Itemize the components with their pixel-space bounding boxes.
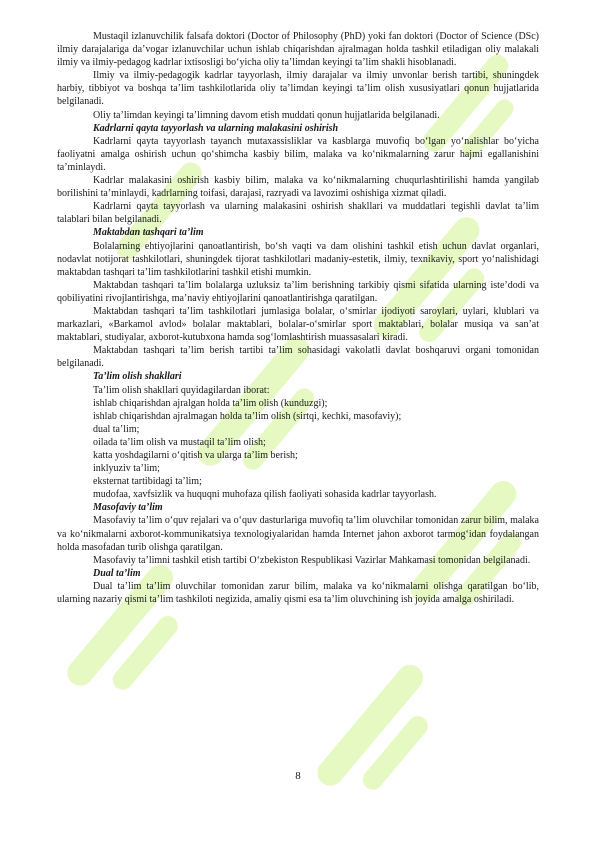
paragraph: Masofaviy ta’limni tashkil etish tartibi O‘zbekiston Respublikasi Vazirlar Mahkamasi tomonidan belgilanadi.	[93, 554, 531, 566]
document-body	[57, 30, 539, 606]
paragraph: Dual ta’lim ta’lim oluvchilar tomonidan zarur bilim, malaka va ko‘nikmalarni olishga qaratilgan bo‘lib, ularning nazariy qismi ta’lim tashkiloti negizida, amaliy qismi esa ta’lim oluvchining ish joyida amalga oshiriladi.	[57, 580, 539, 606]
list-item: mudofaa, xavfsizlik va huquqni muhofaza qilish faoliyati sohasida kadrlar tayyorlash.	[93, 489, 437, 501]
paragraph: Kadrlarni qayta tayyorlash va ularning malakasini oshirish shakllari va muddatlari tegishli davlat ta’lim talablari bilan belgilanadi.	[57, 201, 539, 226]
paragraph: Maktabdan tashqari ta’lim berish tartibi ta’lim sohasidagi vakolatli davlat boshqaruvi organi tomonidan belgilanadi.	[57, 345, 539, 370]
list-item: ishlab chiqarishdan ajralmagan holda ta’lim olish (sirtqi, kechki, masofaviy);	[93, 410, 402, 422]
section-heading: Kadrlarni qayta tayyorlash va ularning malakasini oshirish	[93, 122, 339, 134]
list-item: ishlab chiqarishdan ajralgan holda ta’lim olish (kunduzgi);	[93, 397, 328, 409]
paragraph: Bolalarning ehtiyojlarini qanoatlantirish, bo‘sh vaqti va dam olishini tashkil etish uchun davlat organlari, nodavlat notijorat tashkilotlari, shuningdek tijorat tashkilotlari madaniy-estetik, ilmiy, texnikaviy, sport yo‘nalishidagi maktabdan tashqari ta’lim tashkilotlarini tashkil etishi mumkin.	[57, 240, 539, 278]
paragraph: Maktabdan tashqari ta’lim bolalarga uzluksiz ta’lim berishning tarkibiy qismi sifatida ularning iste’dodi va qobiliyatini rivojlantirishga, ma’naviy ehtiyojlarini qanoatlantirishga qaratilgan.	[57, 279, 539, 304]
list-item: katta yoshdagilarni o‘qitish va ularga ta’lim berish;	[93, 450, 298, 461]
section-heading: Maktabdan tashqari ta’lim	[93, 227, 204, 239]
page-number: 8	[295, 770, 301, 782]
list-item: dual ta’lim;	[93, 423, 140, 435]
section-heading: Ta’lim olish shakllari	[93, 371, 182, 383]
paragraph: Mustaqil izlanuvchilik falsafa doktori (Doctor of Philosophy (PhD) yoki fan doktori (Doctor of Science (DSc) ilmiy darajalariga da’vogar izlanuvchilar uchun ishlab chiqarishdan ajralmagan holda tashkil etiladigan oliy malakali ilmiy va ilmiy-pedagog kadrlar ixtisosligi bo‘yicha oliy ta’limdan keyingi ta’lim shakli hisoblanadi.	[57, 31, 539, 69]
list-item: eksternat tartibidagi ta’lim;	[93, 476, 202, 488]
paragraph: Kadrlarni qayta tayyorlash tayanch mutaxassisliklar va kasblarga muvofiq bo‘lgan yo‘nalishlar bo‘yicha faoliyatni amalga oshirish uchun qo‘shimcha kasbiy bilim, malaka va ko‘nikmalarning zarur hajmi egallanishini ta’minlaydi.	[57, 135, 539, 173]
paragraph: Maktabdan tashqari ta’lim tashkilotlari jumlasiga bolalar, o‘smirlar ijodiyoti saroylari, uylari, klublari va markazlari, «Barkamol avlod» bolalar maktablari, bolalar-o‘smirlar sport maktablari, bolalar musiqa va san’at maktablari, studiyalar, axborot-kutubxona hamda sog‘lomlashtirish muassasalari kiradi.	[57, 305, 539, 344]
list-item: oilada ta’lim olish va mustaqil ta’lim olish;	[93, 436, 266, 448]
list-item: Ta’lim olish shakllari quyidagilardan iborat:	[93, 384, 270, 396]
list-item: inklyuziv ta’lim;	[93, 463, 160, 475]
section-heading: Dual ta’lim	[93, 567, 141, 579]
paragraph: Ilmiy va ilmiy-pedagogik kadrlar tayyorlash, ilmiy darajalar va ilmiy unvonlar berish tartibi, shuningdek harbiy, tibbiyot va boshqa ta’lim tashkilotlarida oliy ta’limdan keyingi ta’lim olish xususiyatlari qonun hujjatlarida belgilanadi.	[57, 70, 539, 108]
section-heading: Masofaviy ta’lim	[93, 502, 163, 514]
paragraph: Oliy ta’limdan keyingi ta’limning davom etish muddati qonun hujjatlarida belgilanadi.	[93, 109, 440, 121]
paragraph: Masofaviy ta’lim o‘quv rejalari va o‘quv dasturlariga muvofiq ta’lim oluvchilar tomonidan zarur bilim, malaka va ko‘nikmalarni axborot-kommunikatsiya texnologiyalaridan hamda Internet jahon axborot tarmog‘idan foydalangan holda masofadan turib olishga qaratilgan.	[57, 515, 539, 553]
paragraph: Kadrlar malakasini oshirish kasbiy bilim, malaka va ko‘nikmalarning chuqurlashtirilishi hamda yangilab borilishini ta’minlaydi, kadrlarning toifasi, darajasi, razryadi va lavozimi oshishiga xizmat qiladi.	[57, 175, 539, 200]
